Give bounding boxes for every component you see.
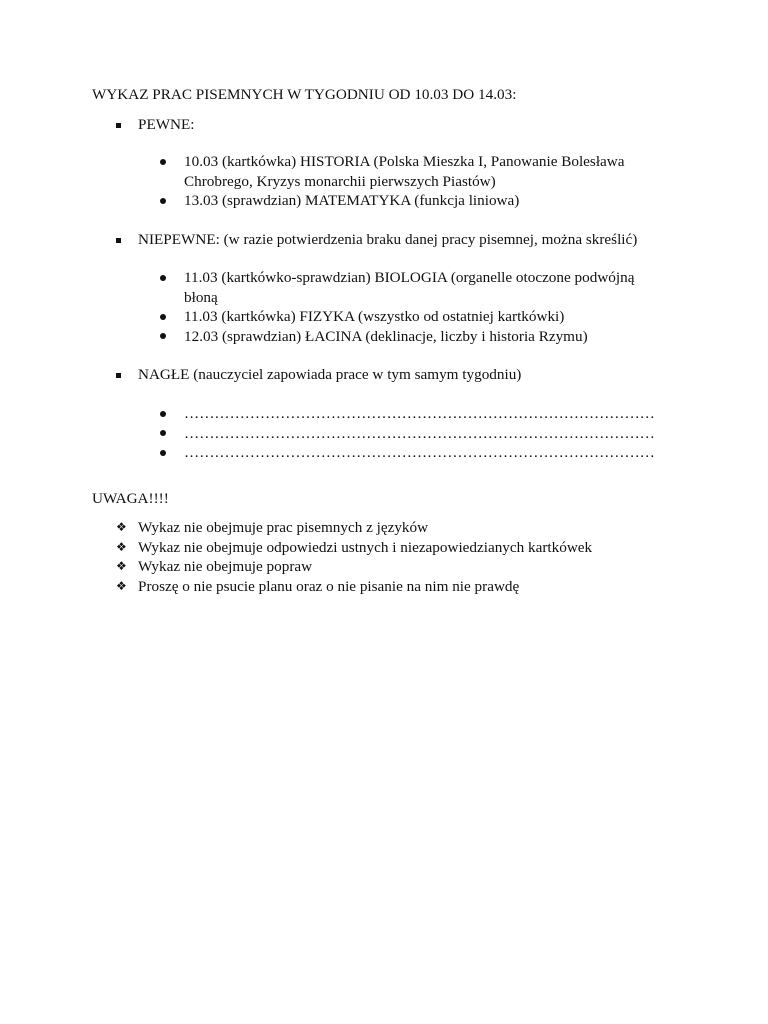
list-item-text: Wykaz nie obejmuje prac pisemnych z języków: [138, 519, 429, 536]
list-item: [0, 424, 768, 444]
list-item-text: Proszę o nie psucie planu oraz o nie pisanie na nim nie prawdę: [138, 577, 520, 595]
list-item-text: 12.03 (sprawdzian) ŁACINA (deklinacje, liczby i historia Rzymu): [184, 327, 588, 345]
square-bullet-icon: [116, 238, 121, 243]
section-nagle-list: [0, 404, 768, 463]
bullet-dot-icon: [160, 275, 166, 281]
section-label: NIEPEWNE: (w razie potwierdzenia braku danej pracy pisemnej, można skreślić): [138, 231, 638, 248]
list-item: [0, 577, 768, 597]
list-item-text: Wykaz nie obejmuje popraw: [138, 558, 313, 575]
bullet-dot-icon: [160, 411, 166, 417]
square-bullet-icon: [116, 373, 121, 378]
list-item: [0, 538, 768, 558]
blank-entry-dotted-line: …………………………………………………………………………………: [184, 424, 655, 442]
list-item: [0, 404, 768, 424]
bullet-dot-icon: [160, 314, 166, 320]
list-item-text: 13.03 (sprawdzian) MATEMATYKA (funkcja liniowa): [184, 192, 520, 209]
notice-list: [0, 518, 768, 596]
list-item-text: Wykaz nie obejmuje odpowiedzi ustnych i niezapowiedzianych kartkówek: [138, 538, 593, 556]
list-item-text: 10.03 (kartkówka) HISTORIA (Polska Mieszka I, Panowanie Bolesława Chrobrego, Kryzys monarchii pierwszych Piastów): [184, 153, 625, 190]
list-item: [0, 518, 768, 538]
list-item: [0, 557, 768, 577]
blank-entry-dotted-line: …………………………………………………………………………………: [184, 444, 655, 461]
section-pewne-list: [0, 152, 768, 211]
section-label: NAGŁE (nauczyciel zapowiada prace w tym samym tygodniu): [138, 366, 522, 383]
bullet-dot-icon: [160, 159, 166, 165]
list-item: [0, 307, 768, 327]
bullet-dot-icon: [160, 333, 166, 339]
section-niepewne-list: [0, 268, 768, 346]
notice-heading: UWAGA!!!!: [92, 490, 169, 507]
list-item-text: 11.03 (kartkówko-sprawdzian) BIOLOGIA (organelle otoczone podwójną błoną: [184, 269, 635, 306]
list-item: [0, 152, 768, 191]
blank-entry-dotted-line: …………………………………………………………………………………: [184, 405, 655, 422]
document-title: WYKAZ PRAC PISEMNYCH W TYGODNIU OD 10.03 DO 14.03:: [92, 86, 517, 103]
list-item: [0, 268, 768, 307]
list-item: [0, 327, 768, 347]
section-label: PEWNE:: [138, 116, 195, 133]
bullet-dot-icon: [160, 198, 166, 204]
bullet-dot-icon: [160, 450, 166, 456]
bullet-dot-icon: [160, 430, 166, 436]
diamond-bullet-icon: ❖: [116, 520, 127, 534]
diamond-bullet-icon: ❖: [116, 539, 127, 554]
list-item: [0, 191, 768, 211]
diamond-bullet-icon: ❖: [116, 578, 127, 593]
diamond-bullet-icon: ❖: [116, 559, 127, 573]
square-bullet-icon: [116, 123, 121, 128]
list-item: [0, 443, 768, 463]
list-item-text: 11.03 (kartkówka) FIZYKA (wszystko od ostatniej kartkówki): [184, 308, 565, 325]
